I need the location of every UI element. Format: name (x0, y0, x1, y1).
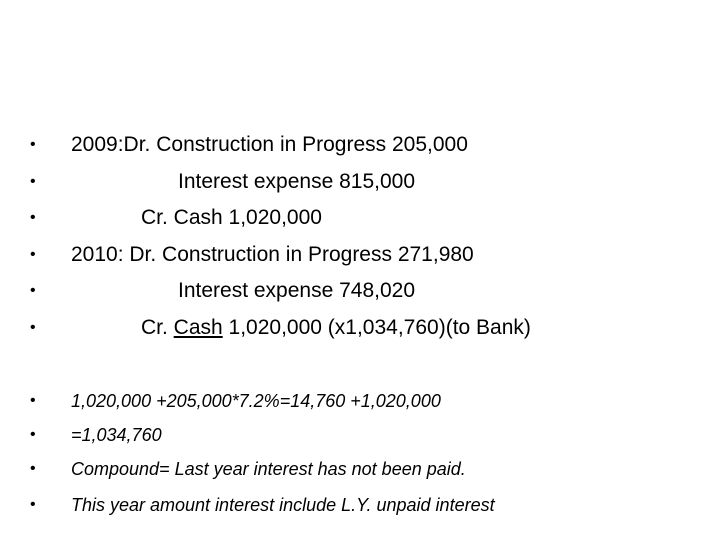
journal-line-6 (30, 313, 680, 350)
note-line-1 (30, 388, 680, 422)
bullet-icon: • (30, 136, 36, 153)
bullet-icon: • (30, 392, 36, 409)
journal-line-text: Interest expense 815,000 (178, 169, 416, 193)
journal-line-2 (30, 167, 680, 204)
journal-line-text: Cr. Cash 1,020,000 (x1,034,760)(to Bank) (141, 315, 531, 339)
journal-line-5 (30, 276, 680, 313)
note-line-3 (30, 456, 680, 490)
journal-line-1 (30, 130, 680, 167)
bullet-icon: • (30, 496, 36, 513)
bullet-icon: • (30, 426, 36, 443)
bullet-icon: • (30, 245, 36, 263)
journal-line-text: 2009:Dr. Construction in Progress 205,000 (71, 133, 468, 156)
journal-entry-list (30, 130, 680, 350)
bullet-icon: • (30, 282, 36, 300)
note-text: 1,020,000 +205,000*7.2%=14,760 +1,020,000 (71, 391, 441, 411)
note-line-2 (30, 422, 680, 456)
underlined-cash: Cash (173, 315, 223, 339)
bullet-icon: • (30, 318, 36, 336)
journal-line-text: 2010: Dr. Construction in Progress 271,980 (71, 242, 474, 266)
journal-line-text: Cr. Cash 1,020,000 (141, 206, 322, 230)
notes-list (30, 388, 680, 526)
journal-line-text: Interest expense 748,020 (178, 279, 416, 303)
note-text: =1,034,760 (71, 425, 162, 445)
note-text: This year amount interest include L.Y. unpaid interest (71, 495, 495, 515)
bullet-icon: • (30, 209, 36, 227)
journal-line-4 (30, 240, 680, 277)
bullet-icon: • (30, 172, 36, 190)
note-text: Compound= Last year interest has not been paid. (71, 459, 466, 479)
note-line-4 (30, 492, 680, 526)
bullet-icon: • (30, 460, 36, 477)
journal-line-3 (30, 203, 680, 240)
